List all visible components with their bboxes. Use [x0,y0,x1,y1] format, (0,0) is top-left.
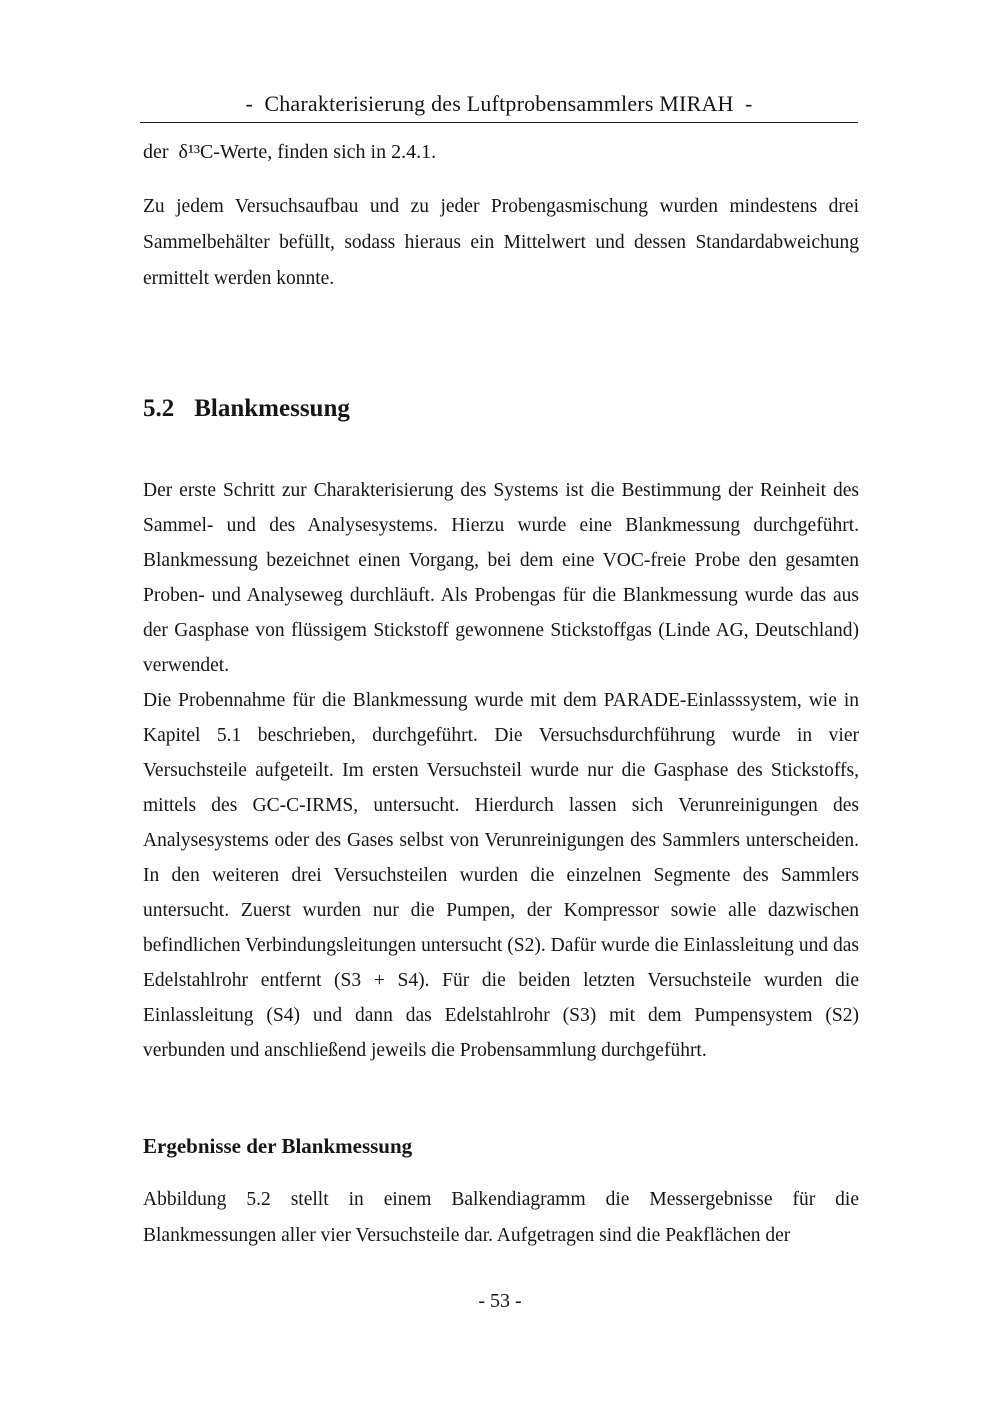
paragraph-results: Abbildung 5.2 stellt in einem Balkendiagramm die Messergebnisse für die Blankmessungen aller vier Versuchsteile dar. Aufgetragen sind die Peakflächen der [143,1189,859,1246]
section-heading [143,395,350,423]
section-number: 5.2 [143,395,175,422]
paragraph-blank-measurement-2: Die Probennahme für die Blankmessung wurde mit dem PARADE-Einlasssystem, wie in Kapitel 5.1 beschrieben, durchgeführt. Die Versuchsdurchführung wurde in vier Versuchsteile aufgeteilt. Im ersten Versuchsteil wurde nur die Gasphase des Stickstoffs, mittels des GC-C-IRMS, untersucht. Hierdurch lassen sich Verunreinigungen des Analysesystems oder des Gases selbst von Verunreinigungen des Sammlers unterscheiden. In den weiteren drei Versuchsteilen wurden die einzelnen Segmente des Sammlers untersucht. Zuerst wurden nur die Pumpen, der Kompressor sowie alle dazwischen befindlichen Verbindungsleitungen untersucht (S2). Dafür wurde die Einlassleitung und das Edelstahlrohr entfernt (S3 + S4). Für die beiden letzten Versuchsteile wurden die Einlassleitung (S4) und dann das Edelstahlrohr (S3) mit dem Pumpensystem (S2) verbunden und anschließend jeweils die Probensammlung durchgeführt. [143,690,859,1061]
section-title: Blankmessung [194,395,350,422]
paragraph-blank-measurement-1: Der erste Schritt zur Charakterisierung des Systems ist die Bestimmung der Reinheit des Sammel- und des Analysesystems. Hierzu wurde eine Blankmessung durchgeführt. Blankmessung bezeichnet einen Vorgang, bei dem eine VOC-freie Probe den gesamten Proben- und Analyseweg durchläuft. Als Probengas für die Blankmessung wurde das aus der Gasphase von flüssigem Stickstoff gewonnene Stickstoffgas (Linde AG, Deutschland) verwendet. [143,480,859,676]
intro-line: der δ¹³C-Werte, finden sich in 2.4.1. [143,141,437,163]
paragraph-sampling: Zu jedem Versuchsaufbau und zu jeder Probengasmischung wurden mindestens drei Sammelbehälter befüllt, sodass hieraus ein Mittelwert und dessen Standardabweichung ermittelt werden konnte. [143,196,859,289]
body-text-block [143,473,859,1068]
results-subheading: Ergebnisse der Blankmessung [143,1134,413,1158]
running-header: - Charakterisierung des Luftprobensammlers MIRAH - [140,91,858,123]
page-number: - 53 - [478,1290,522,1312]
